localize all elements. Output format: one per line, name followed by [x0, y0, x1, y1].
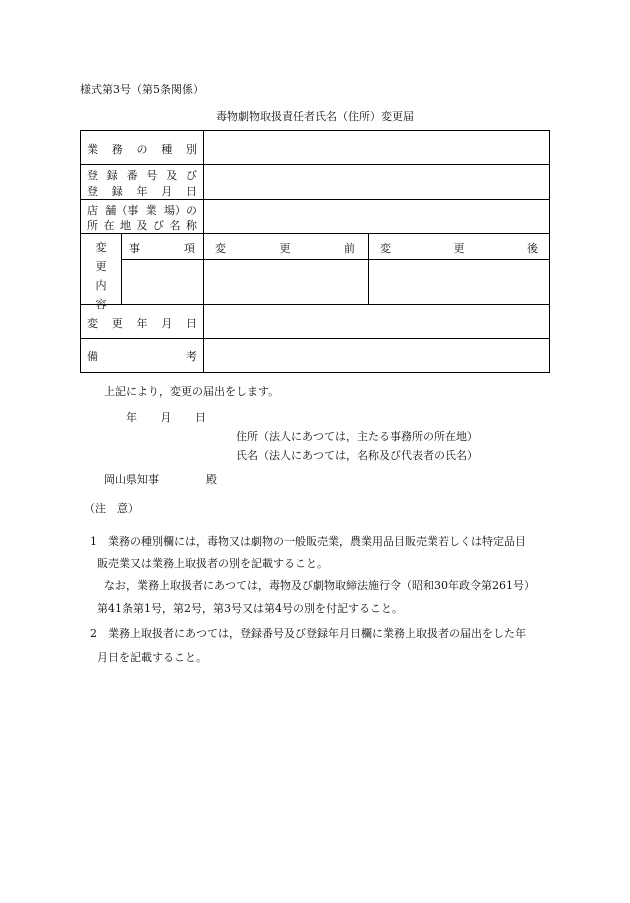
business-type-field[interactable]	[204, 131, 549, 164]
before-header-char: 更	[279, 242, 291, 255]
registration-label-line2-char: 登	[87, 185, 98, 198]
remarks-label	[87, 348, 197, 364]
store-label-line2-char: 及	[136, 219, 148, 232]
item-header-char: 項	[184, 242, 195, 255]
note1-line3: なお，業務上取扱者にあつては，毒物及び劇物取締法施行令（昭和30年政令第261号）	[104, 579, 535, 592]
change-date-label	[87, 315, 197, 331]
business-type-label-char: 種	[161, 143, 173, 156]
store-label-line1-char: 業	[145, 204, 157, 217]
registration-label-line1-char: 登	[87, 169, 98, 182]
note1-line1: 1 業務の種別欄には，毒物又は劇物の一般販売業，農業用品目販売業若しくは特定品目	[90, 535, 526, 548]
after-header-char: 更	[453, 242, 465, 255]
registration-label-line1-char: 録	[106, 169, 118, 182]
document-title: 毒物劇物取扱責任者氏名（住所）変更届	[216, 110, 414, 123]
change-date-label-char: 日	[186, 317, 197, 330]
after-header-char: 変	[380, 242, 391, 255]
note2-line2: 月日を記載すること。	[97, 651, 207, 664]
date-line-char: 月	[160, 411, 172, 424]
before-header-char: 変	[215, 242, 226, 255]
store-label-line1	[87, 202, 197, 218]
registration-label-line1-char: 号	[146, 169, 158, 182]
change-section-label-char: 変	[95, 241, 107, 254]
store-label-line2-char: 名	[169, 219, 181, 232]
registration-label-line2	[87, 183, 197, 199]
registration-label-line2-char: 月	[161, 185, 173, 198]
item-header	[129, 240, 195, 256]
date-line	[126, 409, 206, 425]
change-date-label-char: 月	[161, 317, 173, 330]
notes-heading: （注 意）	[84, 502, 139, 515]
business-type-label-char: 業	[87, 143, 98, 156]
form-table	[80, 130, 550, 373]
business-type-label-char: 務	[111, 143, 123, 156]
store-label-line1-char: 店	[87, 204, 98, 217]
registration-label-line2-char: 録	[111, 185, 123, 198]
name-line: 氏名（法人にあつては，名称及び代表者の氏名）	[236, 449, 478, 462]
after-header-char: 後	[527, 242, 538, 255]
registration-label-line1-char: び	[185, 169, 197, 182]
business-type-label	[87, 141, 197, 157]
change-date-label-char: 変	[87, 317, 98, 330]
change-date-label-char: 更	[111, 317, 123, 330]
remarks-field[interactable]	[204, 339, 549, 372]
change-section-label	[94, 239, 108, 312]
store-field[interactable]	[204, 200, 549, 233]
change-section-label-char: 更	[95, 260, 107, 273]
store-label-line2-char: び	[153, 219, 164, 232]
item-header-char: 事	[129, 242, 140, 255]
addressee: 岡山県知事	[104, 473, 159, 486]
change-section-label-char: 内	[95, 279, 107, 292]
store-label-line1-char: 舗（事	[105, 204, 139, 217]
change-after-field[interactable]	[369, 260, 549, 304]
change-section-label-char: 容	[95, 298, 107, 311]
registration-label-line1-char: 及	[166, 169, 178, 182]
store-label-line1-char: 場）の	[163, 204, 197, 217]
registration-label-line1-char: 番	[126, 169, 138, 182]
store-label-line2-char: 在	[103, 219, 115, 232]
registration-label-line1	[87, 167, 197, 183]
registration-label-line2-char: 日	[186, 185, 197, 198]
change-before-field[interactable]	[204, 260, 368, 304]
after-header	[380, 240, 538, 256]
form-number: 様式第3号（第5条関係）	[80, 83, 204, 96]
store-label-line2-char: 地	[120, 219, 131, 232]
remarks-label-char: 考	[186, 350, 197, 363]
date-line-char: 日	[195, 411, 206, 424]
note1-line2: 販売業又は業務上取扱者の別を記載すること。	[97, 557, 328, 570]
remarks-label-char: 備	[87, 350, 98, 363]
before-header-char: 前	[344, 242, 355, 255]
date-line-char: 年	[126, 411, 137, 424]
address-line: 住所（法人にあつては，主たる事務所の所在地）	[236, 430, 478, 443]
business-type-label-char: 別	[186, 143, 197, 156]
store-label-line2-char: 所	[87, 219, 98, 232]
before-header	[215, 240, 355, 256]
change-date-label-char: 年	[136, 317, 148, 330]
registration-label-line2-char: 年	[136, 185, 148, 198]
note1-line4: 第41条第1号，第2号，第3号又は第4号の別を付記すること。	[97, 602, 403, 615]
change-item-field[interactable]	[122, 260, 203, 304]
business-type-label-char: の	[136, 143, 148, 156]
note2-line1: 2 業務上取扱者にあつては，登録番号及び登録年月日欄に業務上取扱者の届出をした年	[90, 627, 526, 640]
store-label-line2	[87, 217, 197, 233]
registration-field[interactable]	[204, 165, 549, 199]
honorific: 殿	[206, 473, 217, 486]
store-label-line2-char: 称	[186, 219, 197, 232]
statement-text: 上記により，変更の届出をします。	[104, 385, 280, 398]
change-date-field[interactable]	[204, 305, 549, 338]
